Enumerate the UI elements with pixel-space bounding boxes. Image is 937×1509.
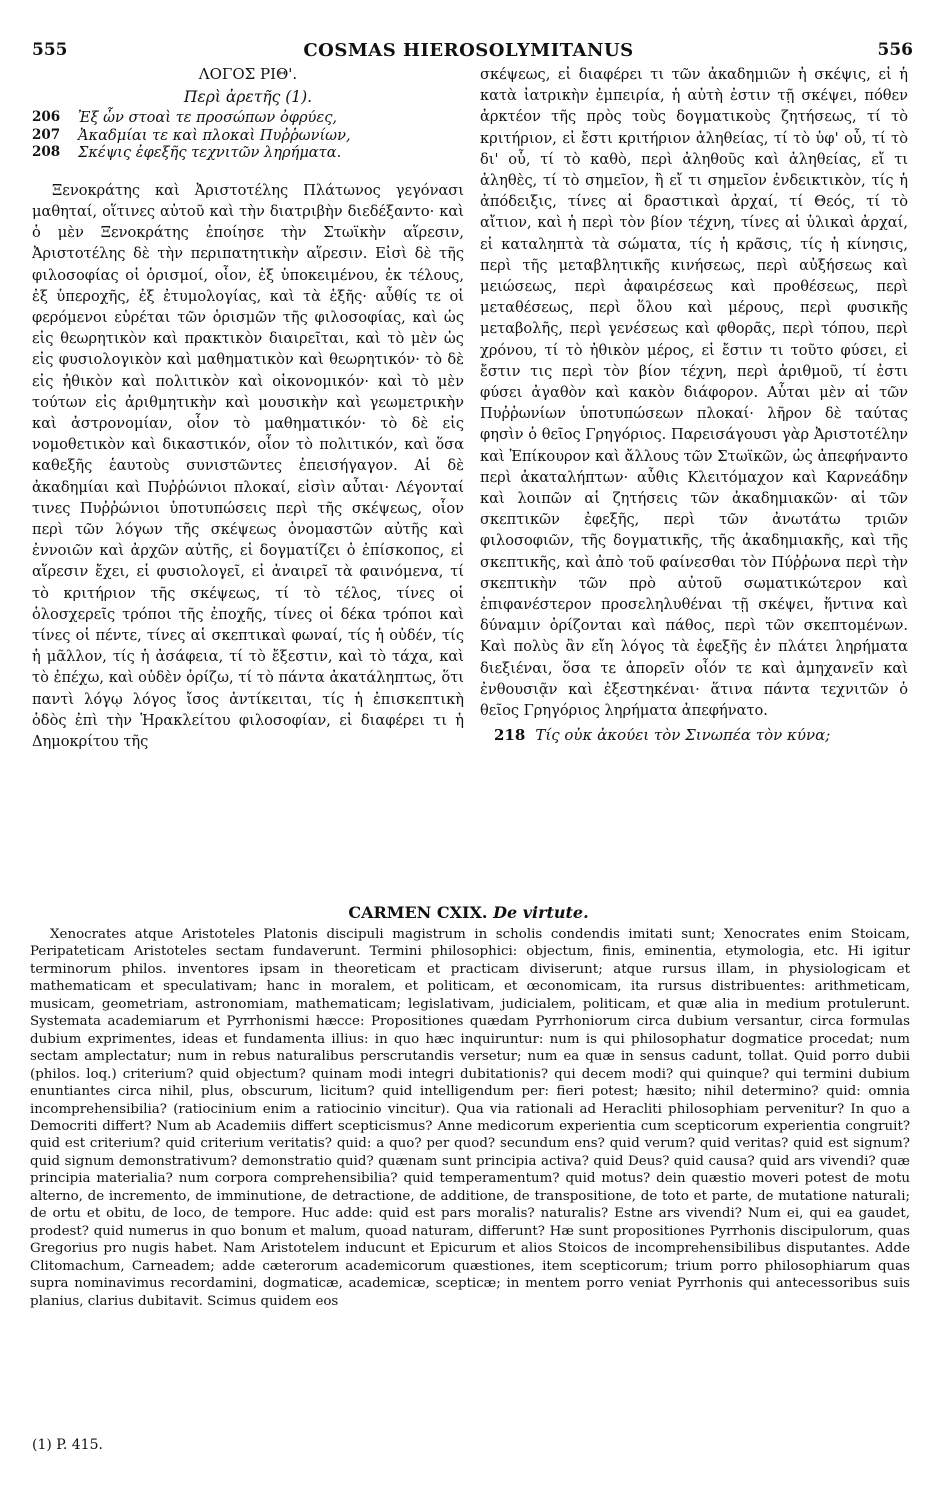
page-header — [0, 40, 937, 64]
page-number-left: 555 — [32, 40, 68, 60]
verse-line — [32, 127, 464, 145]
verse-number: 208 — [32, 144, 61, 161]
carmen-title: CARMEN CXIX. — [348, 903, 488, 922]
verse-text: Ἀκαδμίαι τε καὶ πλοκαὶ Πυῤῥωνίων, — [78, 126, 351, 144]
greek-column-left — [32, 64, 464, 752]
verse-line — [32, 109, 464, 127]
greek-commentary-left: Ξενοκράτης καὶ Ἀριστοτέλης Πλάτωνος γεγόνασι μαθηταί, οἵτινες αὐτοῦ καὶ τὴν διατριβὴν διεδέξαντο· καὶ ὁ μὲν Ξενοκράτης ἐποίησε τὴν Στωϊκὴν αἵρεσιν, Ἀριστοτέλης δὲ τὴν περιπατητικὴν αἵρεσιν. Εἰσὶ δὲ τῆς φιλοσοφίας οἱ ὁρισμοί, οἷον, ἐξ ὑποκειμένου, ἐκ τέλους, ἐξ ὑπεροχῆς, ἐξ ἐτυμολογίας, καὶ τὰ ἑξῆς· αὖθίς τε οἱ φερόμενοι εὑρέται τῶν ὁρισμῶν τῆς φιλοσοφίας, καὶ ὡς εἰς θεωρητικὸν καὶ πρακτικὸν διαιρεῖται, καὶ τὸ μὲν ὡς εἰς φυσιολογικὸν καὶ μαθηματικὸν καὶ θεωρητικόν· τὸ δὲ εἰς ἠθικὸν καὶ πολιτικὸν καὶ οἰκονομικόν· καὶ τὸ μὲν τούτων εἰς ἀριθμητικὴν καὶ μουσικὴν καὶ γεωμετρικὴν καὶ ἀστρονομίαν, οἷον τὸ μαθηματικόν· τὸ δὲ εἰς νομοθετικὸν καὶ δικαστικόν, οἷον τὸ πολιτικόν, καὶ ὅσα καθεξῆς ἑαυτοὺς συνιστῶντες ἐπεισήγαγον. Αἱ δὲ ἀκαδημίαι καὶ Πυῤῥώνιοι πλοκαί, εἰσὶν αὗται· Λέγονταί τινες Πυῤῥώνιοι ὑποτυπώσεις περὶ τῆς σκέψεως, οἷον περὶ τῶν λόγων τῆς σκέψεως ὀνομαστῶν αὐτῆς καὶ ἐννοιῶν καὶ ἀρχῶν αὐτῆς, εἰ δογματίζει ὁ ἐπίσκοπος, εἰ αἵρεσιν ἔχει, εἰ φυσιολογεῖ, εἰ ἀναιρεῖ τὰ φαινόμενα, τί τὸ κριτήριον τῆς σκέψεως, τί τὸ τέλος, τίνες οἱ ὁλοσχερεῖς τρόποι τῆς ἐποχῆς, τίνες οἱ δέκα τρόποι καὶ τίνες οἱ πέντε, τίνες αἱ σκεπτικαὶ φωναί, τίς ἡ οὐδέν, τίς ἡ μᾶλλον, τίς ἡ ἀσάφεια, τί τὸ ἔξεστιν, καὶ τὸ τάχα, καὶ τὸ ἐπέχω, καὶ οὐδὲν ὁρίζω, τί τὸ πάντα ἀκατάληπτως, ὅτι παντὶ λόγῳ λόγος ἴσος ἀντίκειται, τίς ἡ ἐπισκεπτικὴ ὁδὸς ἐπὶ τὴν Ἡρακλείτου φιλοσοφίαν, εἰ διαφέρει τι ἡ Δημοκρίτου τῆς — [32, 181, 464, 751]
latin-translation — [30, 926, 910, 1310]
ode-title: ΛΟΓΟΣ ΡΙΘ'. — [198, 65, 298, 83]
footnote: (1) P. 415. — [32, 1437, 103, 1453]
verse-line — [32, 144, 464, 162]
verse-line-218 — [480, 725, 908, 746]
verse-text: Τίς οὐκ ἀκούει τὸν Σινωπέα τὸν κύνα; — [535, 726, 831, 745]
page-number-right: 556 — [877, 40, 913, 60]
verse-number: 206 — [32, 109, 61, 125]
verse-block — [32, 109, 464, 162]
carmen-subtitle: De virtute. — [493, 903, 589, 922]
carmen-heading — [0, 903, 937, 922]
verse-number: 218 — [494, 726, 526, 745]
verse-number: 207 — [32, 126, 61, 143]
greek-column-right — [480, 64, 908, 747]
verse-text: Ἐξ ὧν στοαὶ τε προσώπων ὀφρύες, — [78, 109, 338, 126]
greek-commentary-right: σκέψεως, εἰ διαφέρει τι τῶν ἀκαδημιῶν ἡ σκέψις, εἰ ἡ κατὰ ἰατρικὴν ἐμπειρία, ἡ αὐτὴ ἐστιν τῇ σκέψει, πόθεν ἀρκτέον τῆς πρὸς τοὺς δογματικοὺς ζητήσεως, τί τὸ κριτήριον, εἰ ἔστι κριτήριον ἀληθείας, τί τὸ ὑφ' οὗ, τί τὸ δι' οὗ, τί τὸ καθὸ, περὶ ἀληθοῦς καὶ ἀληθείας, εἴ τι ἀληθὲς, τί τὸ σημεῖον, ἢ εἴ τι σημεῖον ἐνδεικτικὸν, τίς ἡ ἀπόδειξις, τίνες αἱ δραστικαὶ ἀρχαί, τί Θεός, τί τὸ αἴτιον, καὶ ἡ περὶ τὸν βίον τέχνη, τίνες αἱ ὑλικαὶ ἀρχαί, εἰ καταληπτὰ τὰ σώματα, τίς ἡ κρᾶσις, τίς ἡ κίνησις, περὶ τῆς μεταβλητικῆς κινήσεως, περὶ αὐξήσεως καὶ μειώσεως, περὶ ἀφαιρέσεως καὶ προθέσεως, περὶ μεταθέσεως, περὶ ὅλου καὶ μέρους, περὶ φυσικῆς μεταβολῆς, περὶ γενέσεως καὶ φθορᾶς, περὶ τόπου, περὶ χρόνου, τί τὸ ἠθικὸν μέρος, εἰ ἔστιν τι τοῦτο φύσει, εἰ ἔστιν τις περὶ τὸν βίον τέχνη, περὶ ἀριθμοῦ, τί ἐστι φύσει ἀγαθὸν καὶ κακὸν διάφορον. Αὗται μὲν αἱ τῶν Πυῤῥωνίων ὑποτυπώσεων πλοκαί· λῆρον δὲ ταύτας φησὶν ὁ θεῖος Γρηγόριος. Παρεισάγουσι γὰρ Ἀριστοτέλην καὶ Ἐπίκουρον καὶ ἄλλους τῶν Στωϊκῶν, ὡς ἀπεφήναντο περὶ ἀκαταλήπτων· αὖθις Κλειτόμαχον καὶ Καρνεάδην καὶ λοιπῶν αἱ ζητήσεις τῶν ἀκαδημιακῶν· αἱ τῶν σκεπτικῶν ἐφεξῆς, περὶ τῶν ἀνωτάτω τριῶν φιλοσοφιῶν, τῆς δογματικῆς, τῆς ἀκαδημιακῆς, καὶ τῆς σκεπτικῆς, καὶ ἀπὸ τοῦ φαίνεσθαι τὸν Πύῤῥωνα περὶ τὴν σκεπτικὴν τῶν πρὸ αὐτοῦ σωματικώτερον καὶ ἐπιφανέστερον προσεληλυθέναι τῇ σκέψει, ἥντινα καὶ δύναμιν ὁρίζονται καὶ πάθος, περὶ τῶν σκεπτομένων. Καὶ πολὺς ἂν εἴη λόγος τὰ ἐφεξῆς ἐν πλάτει ληρήματα διεξιέναι, ὅσα τε ἀπορεῖν οἷόν τε καὶ ἀμηχανεῖν καὶ ἐνθουσιᾷν καὶ ἐξεστηκέναι· ἅτινα πάντα τεχνιτῶν ὁ θεῖος Γρηγόριος ληρήματα ἀπεφήνατο. — [480, 66, 908, 720]
ode-subtitle: Περὶ ἀρετῆς (1). — [183, 88, 313, 106]
verse-text: Σκέψις ἐφεξῆς τεχνιτῶν ληρήματα. — [78, 144, 342, 162]
running-title: COSMAS HIEROSOLYMITANUS — [303, 40, 634, 61]
latin-paragraph: Xenocrates atque Aristoteles Platonis discipuli magistrum in scholis condendis imitati sunt; Xenocrates enim Stoicam, Peripateticam Aristoteles sectam fundaverunt. Termini philosophici: objectum, finis, eminentia, etymologia, etc. Hi igitur terminorum philos. inventores ipsam in theoreticam et practicam diviserunt; atque rursus illam, in physiologicam et mathematicam et speculativam; hanc in moralem, et politicam, et œconomicam, ita rursus distribuentes: arithmeticam, musicam, geometriam, astronomiam, mathematicam; legislativam, judicialem, politicam, et quæ alia in medium protulerunt. Systemata academiarum et Pyrrhonismi hæcce: Propositiones quædam Pyrrhoniorum circa dubium versantur, circa formulas dubium exprimentes, ideas et fundamenta illius: in quo hæc inquiruntur: num is qui philosophatur dogmatice procedat; num sectam amplectatur; num in rebus naturalibus perscrutandis versetur; num ea quæ in sensus cadunt, tollat. Quid porro dubii (philos. loq.) criterium? quid objectum? quinam modi integri dubitationis? qui decem modi? qui quinque? qui termini dubium enuntiantes circa nihil, plus, obscurum, licitum? quid intelligendum per: fieri potest; hæsito; nihil determino? quid: omnia incomprehensibilia? (ratiocinium enim a ratiocinio vincitur). Qua via rationali ad Heracliti philosophiam pervenitur? In quo a Democriti differt? Num ab Academiis differt scepticismus? Anne medicorum experientia cum scepticorum experientia congruit? quid est criterium? quid criterium veritatis? quid: a quo? per quod? secundum ens? quid verum? quid veritas? quid est signum? quid signum demonstrativum? demonstratio quid? quænam sunt principia activa? quid Deus? quid causa? quid ars vivendi? quæ principia materialia? num corpora comprehensibilia? quid temperamentum? quid motus? dein quæstio moveri potest de motu alterno, de incremento, de imminutione, de detractione, de additione, de transpositione, de toto et parte, de mutatione naturali; de ortu et obitu, de loco, de tempore. Huc adde: quid est pars moralis? naturalis? Estne ars vivendi? Num ei, qui ea gaudet, prodest? quid numerus in quo bonum et malum, quoad naturam, differunt? Hæ sunt propositiones Pyrrhonis discipulorum, quas Gregorius pro nugis habet. Nam Aristotelem inducunt et Epicurum et alios Stoicos de incomprehensibilibus disputantes. Adde Clitomachum, Carneadem; adde cæterorum academicorum quæstiones, item scepticorum; trium porro philosophiarum quas supra nominavimus recordamini, dogmaticæ, academicæ, scepticæ; in mentem porro veniat Pyrrhonis qui antecessoribus suis planius, clarius dubitavit. Scimus quidem eos — [30, 927, 910, 1309]
